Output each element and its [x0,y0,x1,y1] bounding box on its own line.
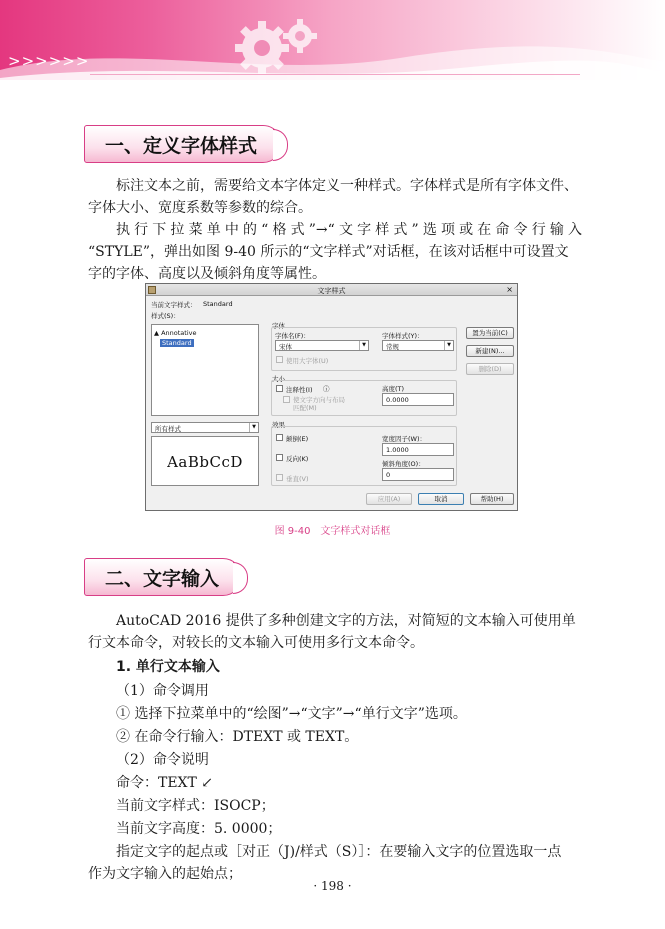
help-button[interactable]: 帮助(H) [470,493,514,505]
figure-caption: 图 9-40 文字样式对话框 [274,526,391,537]
section-title-bar-2 [84,558,242,596]
close-icon[interactable]: × [506,285,513,294]
list-item-selected[interactable]: Standard [162,339,192,347]
current-style-value: Standard [203,300,233,308]
section-title-1: 一、定义字体样式 [105,135,258,157]
font-style-select[interactable]: 常规 ▼ [382,340,454,351]
upside-down-label: 颠倒(E) [286,435,309,443]
page-number: · 198 · [313,879,352,893]
oblique-angle-input[interactable]: 0 [382,468,454,481]
text-line-8: 指定文字的起点或［对正（J)/样式（S）］：在要输入文字的位置选取一点 [116,844,562,860]
header-rule [90,74,580,75]
chevron-down-icon: ▼ [249,423,258,432]
annotative-checkbox[interactable] [276,385,283,392]
match-orientation-checkbox[interactable] [283,396,290,403]
paragraph-3: AutoCAD 2016 提供了多种创建文字的方法，对简短的文本输入可使用单行文本命令，对较长的文本输入可使用多行文本命令。 [88,613,576,651]
dialog-titlebar [146,284,517,296]
text-line-5: 命令：TEXT ↙ [116,775,214,791]
width-factor-input[interactable]: 1.0000 [382,443,454,456]
font-name-select[interactable]: 宋体 ▼ [275,340,369,351]
dialog-title: 文字样式 [317,287,346,295]
match-orientation-label-1: 使文字方向与布局 [293,396,345,404]
effects-group-label: 效果 [272,421,285,429]
text-line-2: ① 选择下拉菜单中的“绘图”→“文字”→“单行文字”选项。 [116,706,467,722]
width-factor-label: 宽度因子(W)： [382,435,426,443]
paragraph-2-rest: “STYLE”，弹出如图 9-40 所示的“文字样式”对话框，在该对话框中可设置文字的字体、高度以及倾斜角度等属性。 [88,244,569,282]
section-title-bar-1 [84,125,282,163]
height-input[interactable]: 0.0000 [382,393,454,406]
section-title-2: 二、文字输入 [105,568,220,590]
style-list[interactable] [151,324,259,416]
delete-style-button[interactable]: 删除(D) [466,363,514,375]
font-style-label: 字体样式(Y)： [382,332,424,340]
vertical-label: 垂直(V) [286,475,309,483]
list-item[interactable]: ▲ Annotative [154,329,197,337]
chevron-down-icon: ▼ [359,341,368,350]
set-current-button[interactable]: 置为当前(C) [466,327,514,339]
styles-label: 样式(S)： [151,312,180,320]
paragraph-1: 标注文本之前，需要给文本字体定义一种样式。字体样式是所有字体文件、字体大小、宽度系数等参数的综合。 [88,178,578,216]
text-line-9: 作为文字输入的起始点； [88,866,242,882]
page-header-band [0,0,665,80]
height-label: 高度(T) [382,385,405,393]
gears-icon [220,12,330,82]
style-filter-select[interactable]: 所有样式 ▼ [151,422,259,433]
text-line-6: 当前文字样式：ISOCP； [116,798,275,814]
cancel-button[interactable]: 取消 [418,493,464,505]
preview-text: AaBbCcD [167,453,243,471]
vertical-checkbox[interactable] [276,474,283,481]
backwards-checkbox[interactable] [276,454,283,461]
use-bigfont-checkbox[interactable] [276,356,283,363]
preview-box [151,436,259,486]
backwards-label: 反向(K) [286,455,309,463]
info-icon[interactable]: ⓘ [323,385,330,393]
header-chevrons: >>>>>> [8,52,90,70]
annotative-icon: ▲ [154,329,159,337]
subheading-single-line-text: 1. 单行文本输入 [116,659,220,675]
text-line-1: （1）命令调用 [116,683,209,699]
text-line-4: （2）命令说明 [116,752,209,768]
oblique-angle-label: 倾斜角度(O)： [382,460,425,468]
text-style-dialog [145,283,518,511]
paragraph-2-line-1: 执行下拉菜单中的“格式”→“文字样式”选项或在命令行输入 [116,222,582,238]
current-style-label: 当前文字样式： [151,301,197,309]
font-group-label: 字体 [272,322,285,330]
chevron-down-icon: ▼ [444,341,453,350]
apply-button[interactable]: 应用(A) [366,493,412,505]
annotative-label: 注释性(I) [286,386,313,394]
text-line-7: 当前文字高度：5. 0000； [116,821,282,837]
new-style-button[interactable]: 新建(N)... [466,345,514,357]
size-group-label: 大小 [272,375,285,383]
text-line-3: ② 在命令行输入：DTEXT 或 TEXT。 [116,729,359,745]
upside-down-checkbox[interactable] [276,434,283,441]
match-orientation-label-2: 匹配(M) [293,404,317,412]
font-name-label: 字体名(F)： [275,332,310,340]
use-bigfont-label: 使用大字体(U) [286,357,329,365]
